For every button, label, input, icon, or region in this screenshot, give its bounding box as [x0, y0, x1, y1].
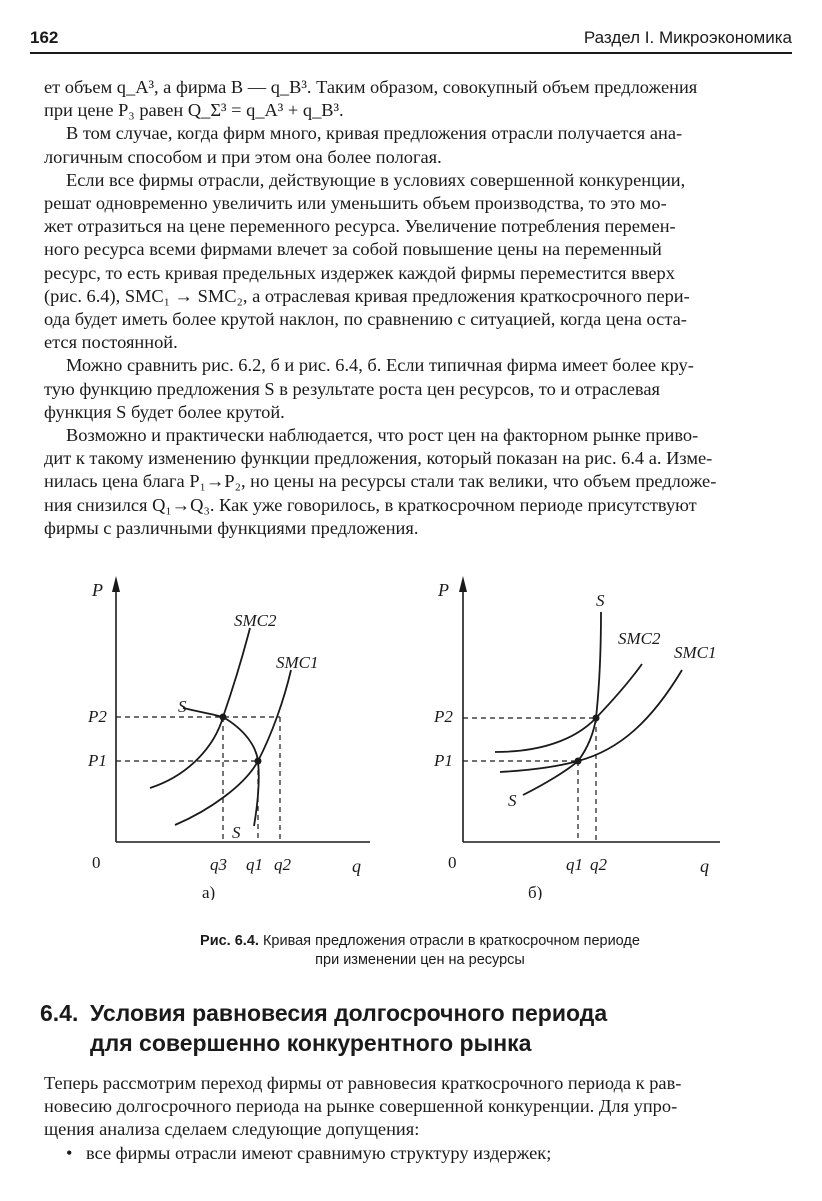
panel-a-y-label: P	[92, 580, 103, 600]
section-title-line-1: Условия равновесия долгосрочного периода	[90, 1000, 608, 1026]
text-line: Если все фирмы отрасли, действующие в условиях совершенной конкуренции,	[66, 169, 686, 190]
panel-a	[87, 576, 370, 900]
paragraph-5	[44, 424, 778, 540]
panel-b-label: б)	[528, 883, 543, 900]
text-line: логичным способом и при этом она более пологая.	[44, 146, 442, 167]
panel-b-s-label-top: S	[596, 591, 605, 610]
panel-b-origin: 0	[448, 853, 457, 872]
panel-a-tick-p1: P1	[88, 751, 107, 770]
panel-b-tick-p1: P1	[434, 751, 453, 770]
running-header	[30, 26, 792, 54]
page-number: 162	[30, 28, 59, 47]
figure-6-4-svg	[40, 570, 780, 900]
panel-b-y-label: P	[438, 580, 449, 600]
bullet-icon: •	[66, 1142, 73, 1163]
panel-b-tick-p2: P2	[434, 707, 453, 726]
text-line: ния снизился Q₁→Q₃. Как уже говорилось, в краткосрочном периоде присутствуют	[44, 494, 697, 515]
panel-b-y-arrow	[459, 576, 467, 592]
text-line: жет отразиться на цене переменного ресурса. Увеличение потребления перемен-	[44, 216, 676, 237]
text-line: решат одновременно увеличить или уменьшить объем производства, то это мо-	[44, 193, 667, 214]
list-item-text: все фирмы отрасли имеют сравнимую структуру издержек;	[86, 1142, 552, 1163]
text-line: Возможно и практически наблюдается, что рост цен на факторном рынке приво-	[66, 425, 699, 446]
text-line: В том случае, когда фирм много, кривая предложения отрасли получается ана-	[66, 123, 683, 144]
panel-a-point-lower	[255, 758, 262, 765]
text-line: Можно сравнить рис. 6.2, б и рис. 6.4, б. Если типичная фирма имеет более кру-	[66, 355, 694, 376]
caption-line-2: при изменении цен на ресурсы	[315, 952, 525, 968]
text-line: Теперь рассмотрим переход фирмы от равновесия краткосрочного периода к рав-	[44, 1073, 682, 1093]
panel-b-smc2-curve	[495, 664, 642, 752]
paragraph-1	[44, 76, 778, 122]
panel-b-tick-q1: q1	[566, 855, 583, 874]
section-title-line-2: для совершенно конкурентного рынка	[90, 1030, 532, 1056]
running-section-title: Раздел I. Микроэкономика	[583, 28, 792, 47]
panel-b-point-upper	[593, 715, 600, 722]
panel-a-tick-q3: q3	[210, 855, 227, 874]
figure-6-4	[40, 570, 780, 900]
paragraph-3	[44, 169, 778, 355]
caption-line-1: Кривая предложения отрасли в краткосрочном периоде	[262, 933, 640, 949]
panel-a-smc1-curve	[175, 670, 291, 825]
panel-b-smc1-label: SMC1	[674, 643, 717, 662]
figure-caption	[100, 932, 740, 970]
panel-b	[433, 576, 720, 900]
text-line: нилась цена блага P₁→P₂, но цены на ресурсы стали так велики, что объем предложе-	[44, 471, 717, 492]
panel-a-s-label-top: S	[178, 697, 187, 716]
panel-a-x-label: q	[352, 856, 361, 876]
body-text	[44, 76, 778, 540]
panel-b-s-label-bottom: S	[508, 791, 517, 810]
panel-a-y-arrow	[112, 576, 120, 592]
panel-a-s-label-bottom: S	[232, 823, 241, 842]
body-text-lower	[44, 1072, 778, 1165]
text-line: щения анализа сделаем следующие допущения:	[44, 1119, 420, 1140]
panel-b-s-curve	[523, 612, 601, 795]
panel-a-tick-q2: q2	[274, 855, 291, 874]
panel-b-point-lower	[575, 758, 582, 765]
text-line: ода будет иметь более крутой наклон, по сравнению с ситуацией, когда цена оста-	[44, 309, 687, 330]
paragraph-6	[44, 1072, 778, 1142]
panel-b-smc2-label: SMC2	[618, 629, 661, 648]
text-line: фирмы с различными функциями предложения.	[44, 517, 419, 538]
text-line: тую функцию предложения S в результате роста цен ресурсов, то и отраслевая	[44, 378, 660, 399]
text-line: ется постоянной.	[44, 332, 178, 353]
panel-a-smc2-label: SMC2	[234, 611, 277, 630]
paragraph-2	[44, 122, 778, 168]
panel-a-tick-p2: P2	[88, 707, 107, 726]
list-item	[44, 1142, 778, 1165]
panel-a-label: а)	[202, 883, 216, 900]
paragraph-4	[44, 354, 778, 424]
panel-a-tick-q1: q1	[246, 855, 263, 874]
text-line: ресурс, то есть кривая предельных издержек каждой фирмы переместится вверх	[44, 262, 675, 283]
panel-b-smc1-curve	[500, 670, 682, 772]
panel-a-smc2-curve	[150, 628, 250, 788]
text-line: ет объем q_A³, а фирма B — q_B³. Таким образом, совокупный объем предложения	[44, 77, 698, 97]
text-line: при цене P₃ равен Q_Σ³ = q_A³ + q_B³.	[44, 100, 344, 121]
panel-b-x-label: q	[700, 856, 709, 876]
panel-a-origin: 0	[92, 853, 101, 872]
section-number: 6.4.	[40, 1000, 79, 1026]
caption-label: Рис. 6.4.	[200, 933, 259, 949]
text-line: новесию долгосрочного периода на рынке совершенной конкуренции. Для упро-	[44, 1096, 678, 1117]
panel-a-point-upper	[220, 714, 227, 721]
panel-b-tick-q2: q2	[590, 855, 607, 874]
text-line: дит к такому изменению функции предложения, который показан на рис. 6.4 а. Изме-	[44, 448, 713, 469]
text-line: ного ресурса всеми фирмами влечет за собой повышение цены на переменный	[44, 239, 662, 260]
text-line: функция S будет более крутой.	[44, 401, 285, 422]
text-line: (рис. 6.4), SMC₁ → SMC₂, а отраслевая кривая предложения краткосрочного пери-	[44, 285, 690, 306]
panel-a-smc1-label: SMC1	[276, 653, 319, 672]
